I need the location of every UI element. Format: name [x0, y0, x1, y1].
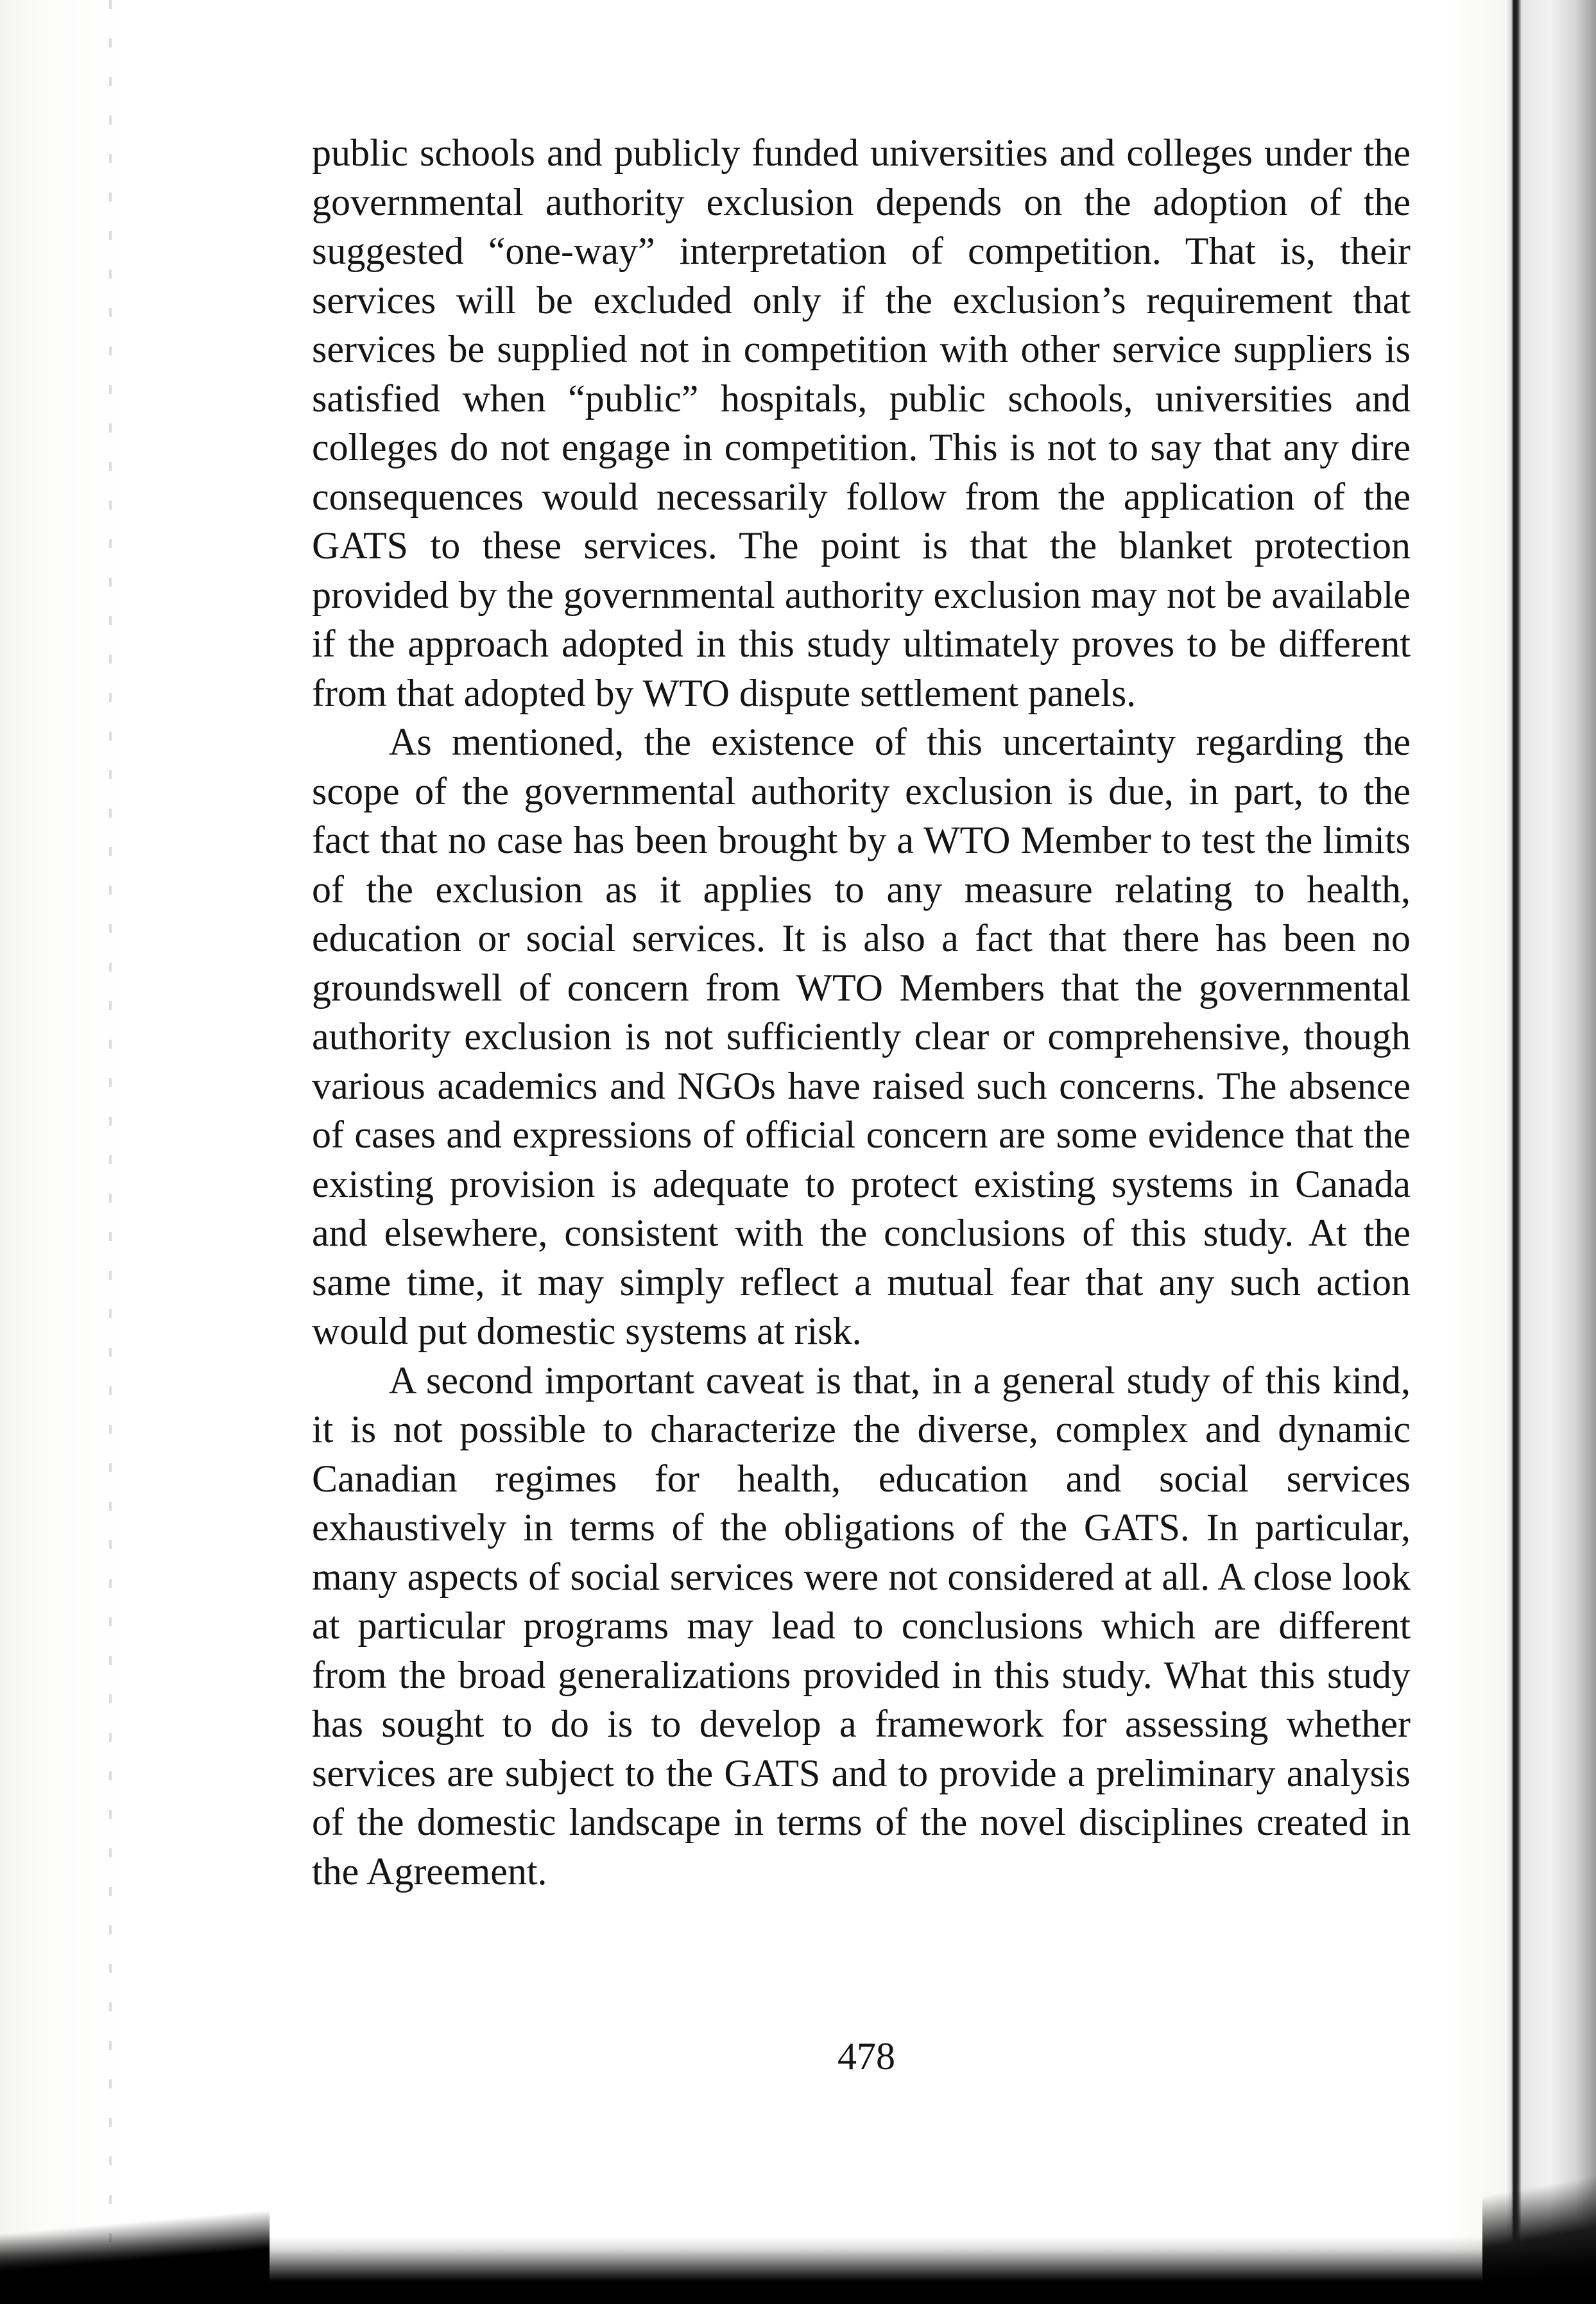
body-text [312, 128, 1411, 1896]
paragraph-second-caveat: A second important caveat is that, in a general study of this kind, it is not possible to characterize the diverse, complex and dynamic Canadian regimes for health, education and social services exhaustively in terms of the obligations of the GATS. In particular, many aspects of social services were not considered at all. A close look at particular programs may lead to conclusions which are different from the broad generalizations provided in this study. What this study has sought to do is to develop a framework for assessing whether services are subject to the GATS and to provide a preliminary analysis of the domestic landscape in terms of the novel disciplines created in the Agreement. [312, 1359, 1411, 1893]
bottom-scan-band [0, 2237, 1596, 2304]
right-binding-edge [1505, 0, 1596, 2304]
binding-margin-specks [109, 0, 112, 2304]
paragraph-uncertainty: As mentioned, the existence of this uncertainty regarding the scope of the governmental authority exclusion is due, in part, to the fact that no case has been brought by a WTO Member to test the limits of the exclusion as it applies to any measure relating to health, education or social services. It is also a fact that there has been no groundswell of concern from WTO Members that the governmental authority exclusion is not sufficiently clear or comprehensive, though various academics and NGOs have raised such concerns. The absence of cases and expressions of official concern are some evidence that the existing provision is adequate to protect existing systems in Canada and elsewhere, consistent with the conclusions of this study. At the same time, it may simply reflect a mutual fear that any such action would put domestic systems at risk. [312, 721, 1411, 1352]
paragraph-continuation: public schools and publicly funded universities and colleges under the governmental authority exclusion depends on the adoption of the suggested “one-way” interpretation of competition. That is, their services will be excluded only if the exclusion’s requirement that services be supplied not in competition with other service suppliers is satisfied when “public” hospitals, public schools, universities and colleges do not engage in competition. This is not to say that any dire consequences would necessarily follow from the application of the GATS to these services. The point is that the blanket protection provided by the governmental authority exclusion may not be available if the approach adopted in this study ultimately proves to be different from that adopted by WTO dispute settlement panels. [312, 132, 1411, 714]
page-number: 478 [837, 2035, 895, 2077]
